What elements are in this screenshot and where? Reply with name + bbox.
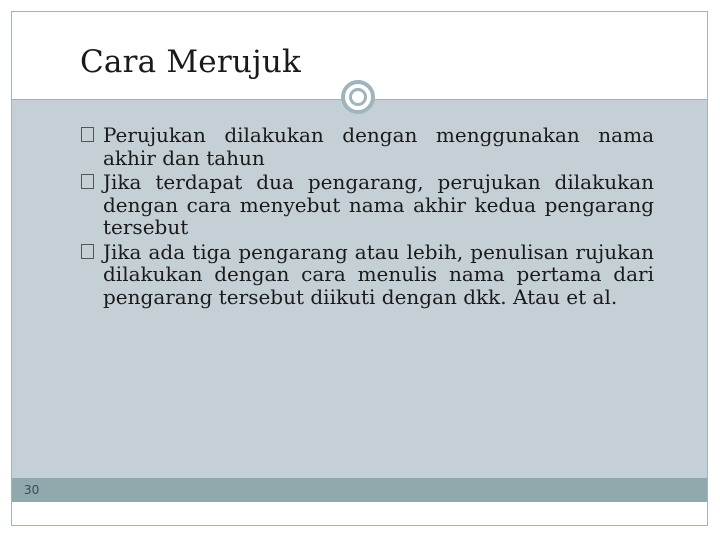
slide-title: Cara Merujuk: [80, 44, 301, 80]
bullet-text: Jika terdapat dua pengarang, perujukan dilakukan dengan cara menyebut nama akhir kedua pengarang tersebut: [103, 170, 654, 239]
box-bullet-icon: [81, 127, 94, 142]
list-item: [81, 171, 654, 239]
box-bullet-icon: [81, 244, 94, 259]
box-bullet-icon: [81, 174, 94, 189]
slide: [11, 11, 708, 526]
list-item: [81, 124, 654, 169]
page-number: 30: [24, 483, 40, 497]
bullet-list: [81, 124, 654, 310]
bullet-text: Jika ada tiga pengarang atau lebih, penulisan rujukan dilakukan dengan cara menulis nama pertama dari pengarang tersebut diikuti dengan dkk. Atau et al.: [103, 239, 654, 309]
list-item: [81, 241, 654, 309]
ring-ornament-icon: [341, 80, 375, 114]
bullet-text: Perujukan dilakukan dengan menggunakan nama akhir dan tahun: [103, 123, 654, 170]
footer-bar: [12, 478, 707, 502]
